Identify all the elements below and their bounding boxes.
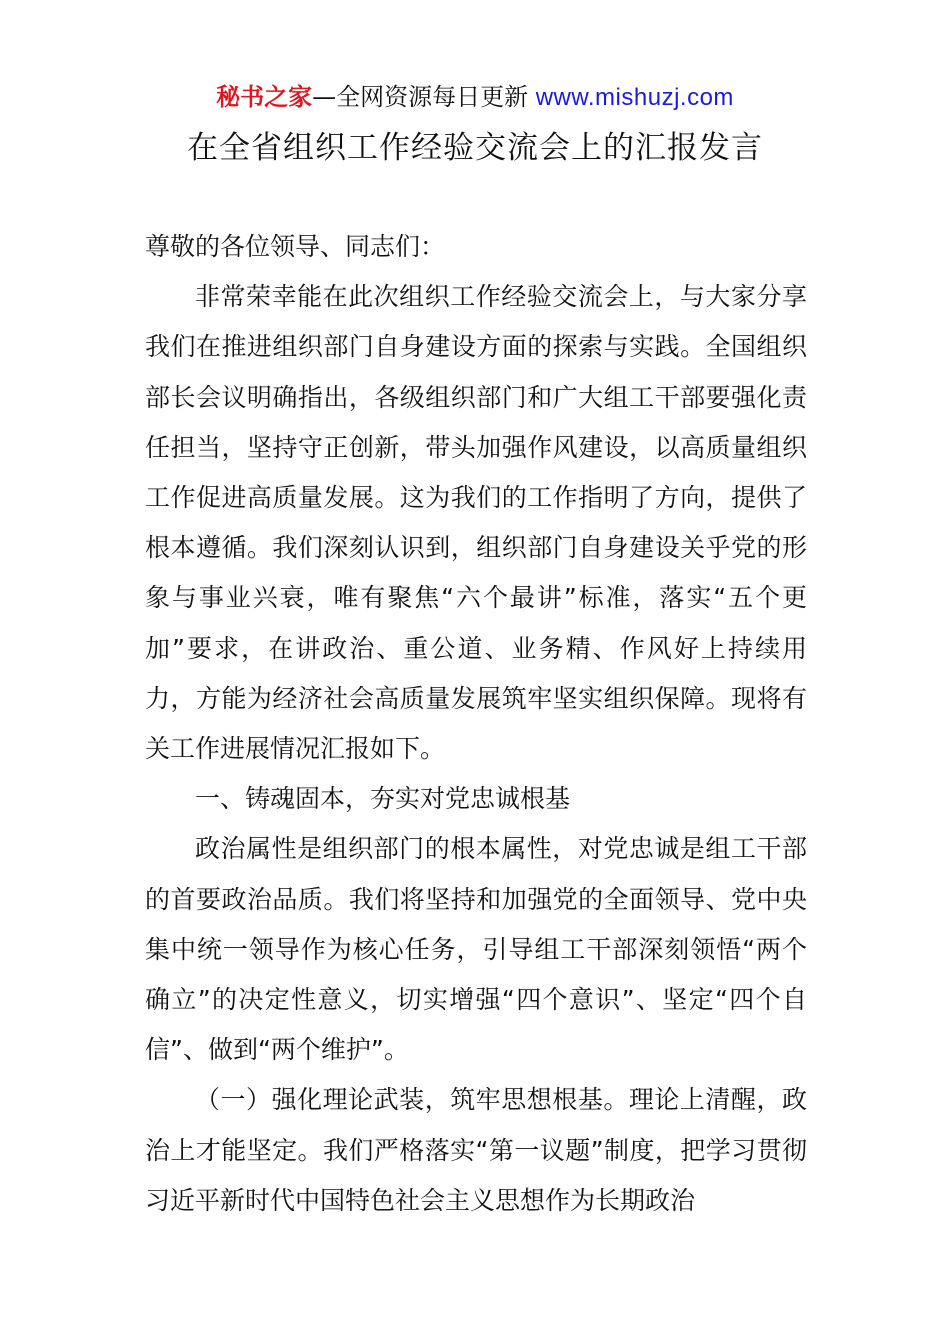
site-url-link[interactable]: www.mishuzj.com	[535, 84, 734, 111]
brand-name: 秘书之家	[216, 83, 313, 111]
paragraph-intro: 非常荣幸能在此次组织工作经验交流会上，与大家分享我们在推进组织部门自身建设方面的探索与实践。全国组织部长会议明确指出，各级组织部门和广大组工干部要强化责任担当，坚持守正创新，带头加强作风建设，以高质量组织工作促进高质量发展。这为我们的工作指明了方向，提供了根本遵循。我们深刻认识到，组织部门自身建设关乎党的形象与事业兴衰，唯有聚焦“六个最讲”标准，落实“五个更加”要求，在讲政治、重公道、业务精、作风好上持续用力，方能为经济社会高质量发展筑牢坚实组织保障。现将有关工作进展情况汇报如下。	[145, 282, 807, 764]
document-body	[145, 222, 807, 1226]
salutation: 尊敬的各位领导、同志们：	[145, 232, 446, 261]
paragraph-subsection-1: （一）强化理论武装，筑牢思想根基。理论上清醒，政治上才能坚定。我们严格落实“第一议题”制度，把学习贯彻习近平新时代中国特色社会主义思想作为长期政治	[145, 1085, 807, 1215]
paragraph-section-1: 政治属性是组织部门的根本属性，对党忠诚是组工干部的首要政治品质。我们将坚持和加强党的全面领导、党中央集中统一领导作为核心任务，引导组工干部深刻领悟“两个确立”的决定性意义，切实增强“四个意识”、坚定“四个自信”、做到“两个维护”。	[145, 834, 807, 1065]
site-header	[0, 80, 950, 115]
section-heading-1: 一、铸魂固本，夯实对党忠诚根基	[195, 784, 571, 814]
header-tagline: —全网资源每日更新	[312, 83, 529, 111]
document-title: 在全省组织工作经验交流会上的汇报发言	[187, 130, 763, 166]
